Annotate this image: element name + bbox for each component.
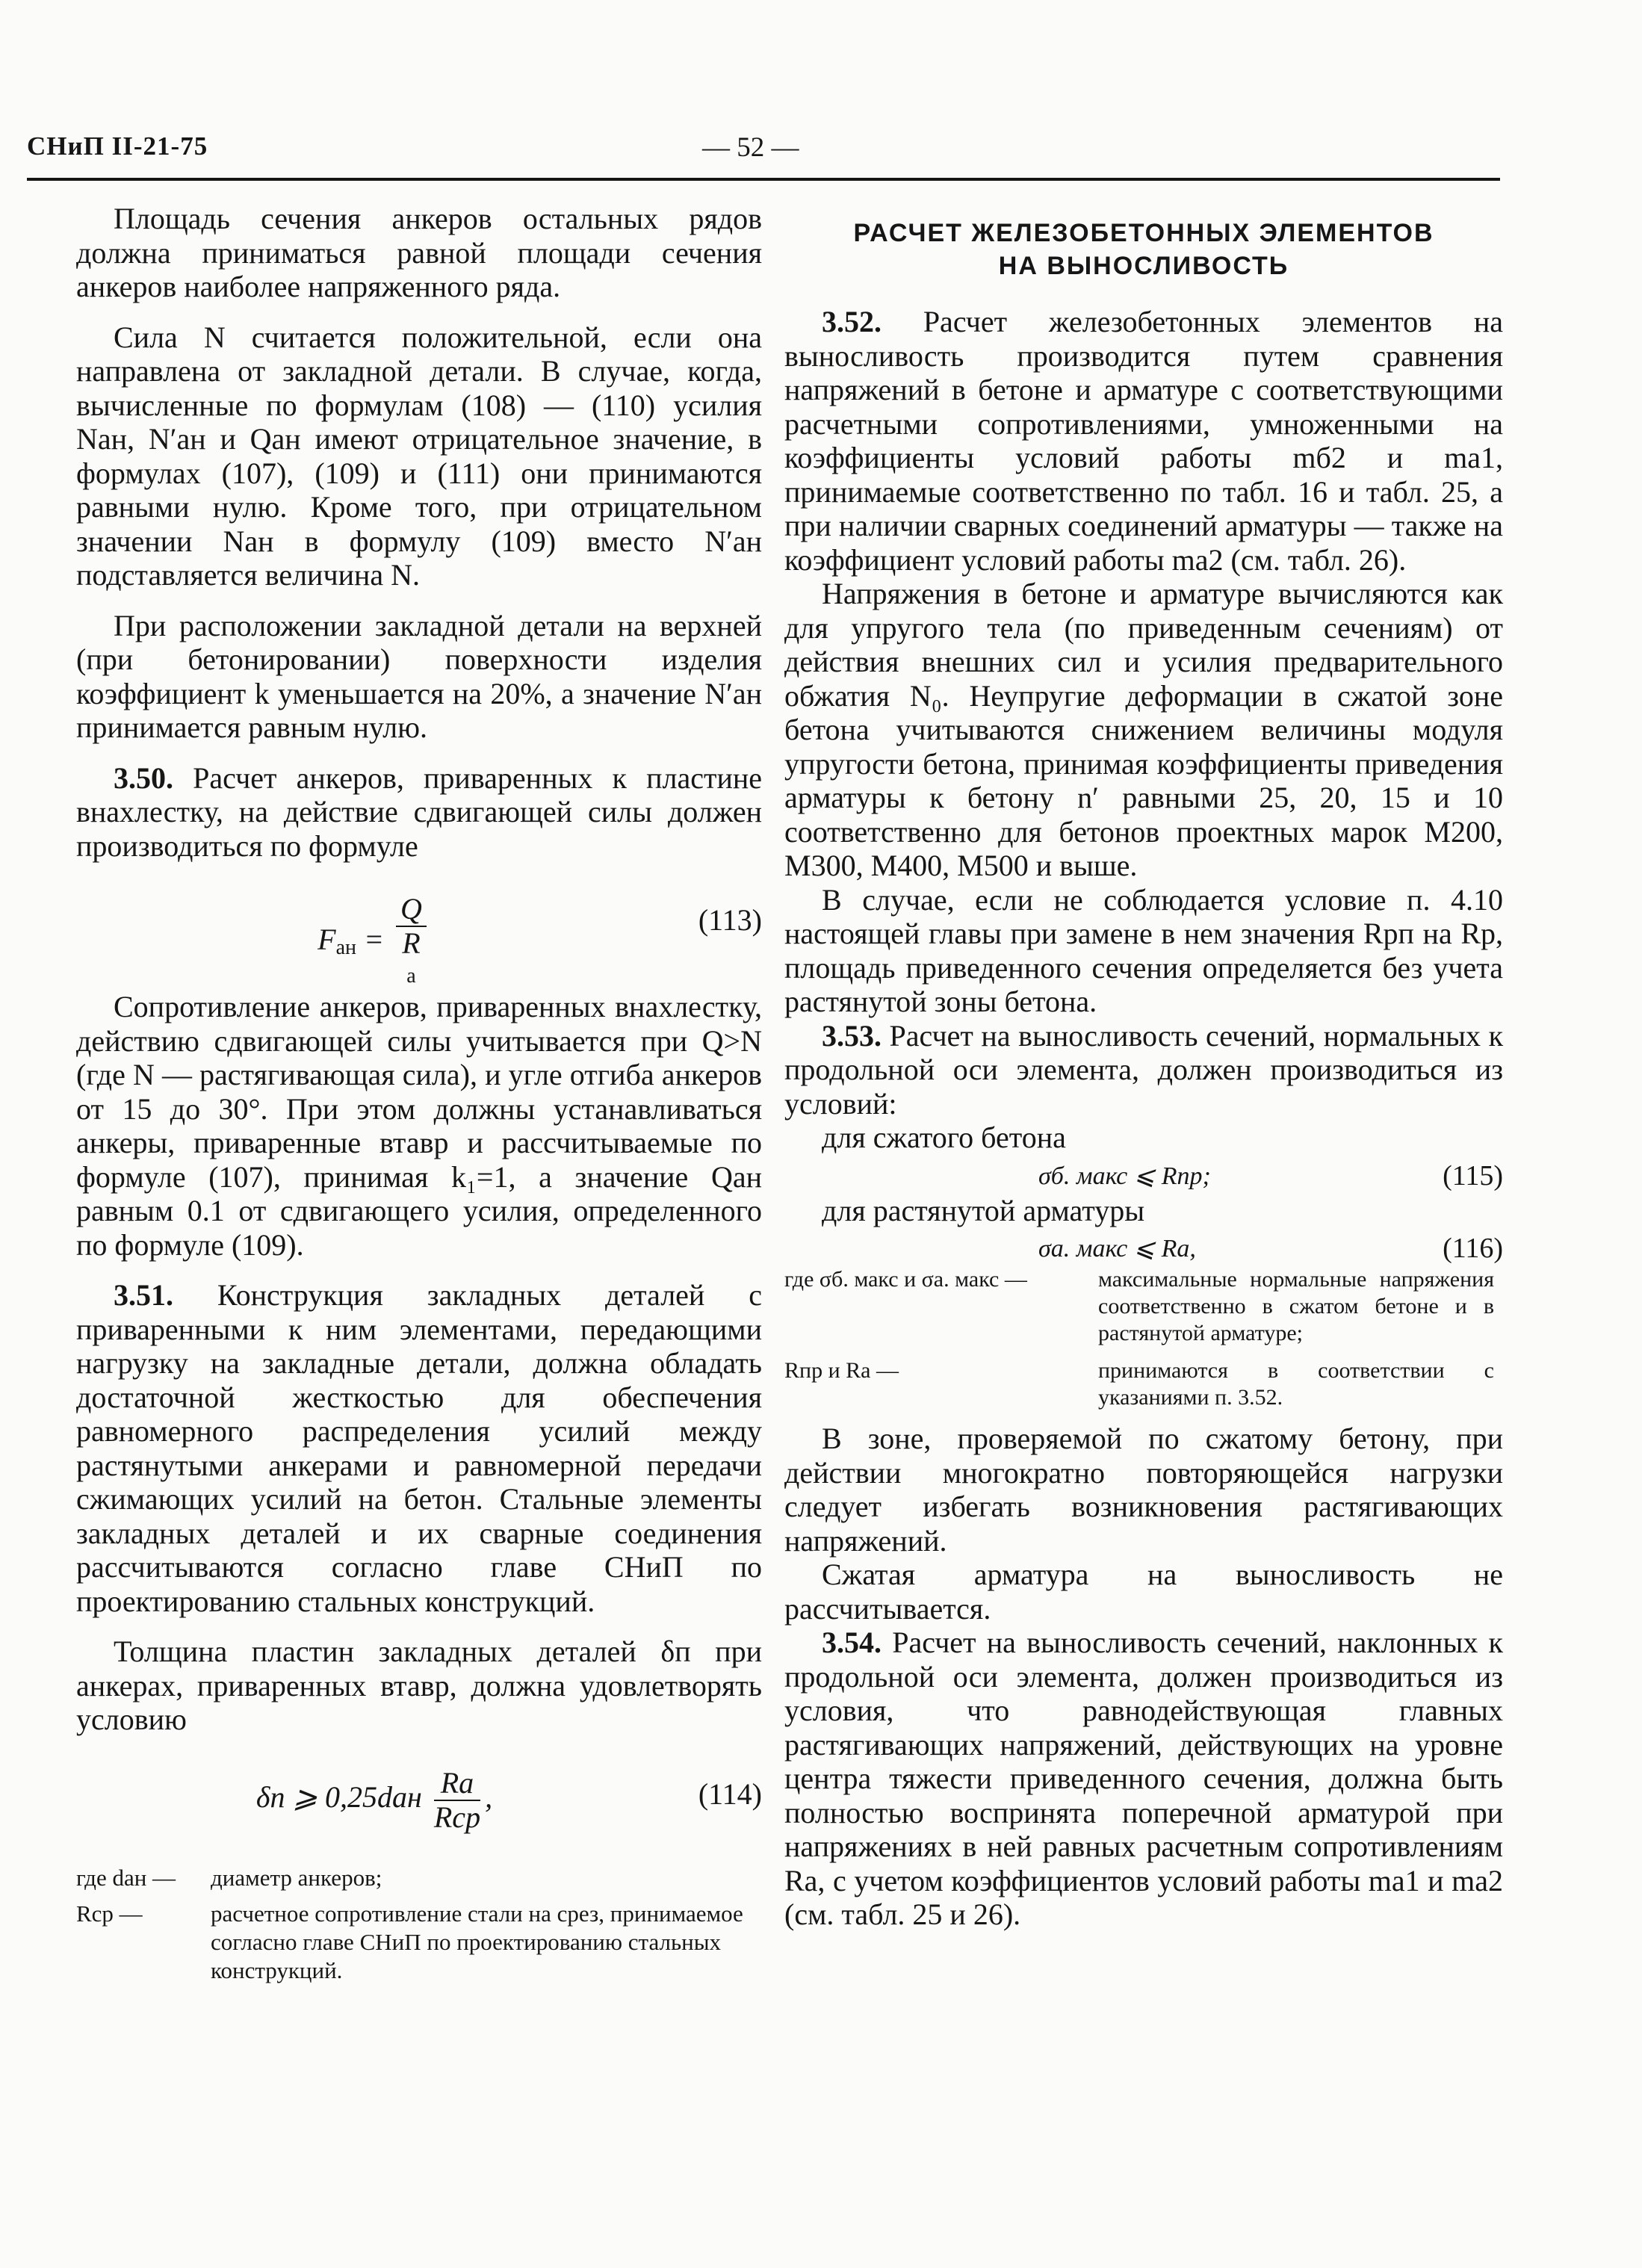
document-code: СНиП II-21-75 — [27, 131, 208, 161]
right-column — [784, 202, 1503, 1932]
where-definition — [76, 1900, 762, 1985]
formula-lhs: F — [317, 923, 336, 957]
formula-fraction — [396, 893, 427, 993]
clause-number: 3.52. — [822, 305, 882, 338]
header-rule — [27, 178, 1500, 181]
paragraph: Сопротивление анкеров, приваренных внахлестку, действию сдвигающей силы учитывается при Q>N (где N — растягивающая сила), и угле отгиба анкеров от 15 до 30°. При этом должны устанавливаться анкеры, приваренные втавр и рассчитываемые по формуле (107), принимая k₁=1, а значение Qан равным 0.1 от сдвигающего усилия, определенного по формуле (109). — [76, 990, 762, 1262]
section-title — [784, 217, 1503, 282]
paragraph: Сжатая арматура на выносливость не рассчитывается. — [784, 1558, 1503, 1626]
paragraph: При расположении закладной детали на верхней (при бетонировании) поверхности изделия коэффициент k уменьшается на 20%, а значение N′ан принимается равным нулю. — [76, 608, 762, 744]
clause-3-54 — [784, 1626, 1503, 1932]
clause-3-50 — [76, 761, 762, 864]
clause-text: Расчет железобетонных элементов на выносливость производится путем сравнения напряжений в бетоне и арматуре с соответствующими расчетными сопротивлениями, умноженными на коэффициенты условий работы mб2 и mа1, принимаемые соответственно по табл. 16 и табл. 25, а при наличии сварных соединений арматуры — также на коэффициент условий работы mа2 (см. табл. 26). — [784, 305, 1504, 577]
clause-text: Конструкция закладных деталей с приваренными к ним элементами, передающими нагрузку на закладные детали, должна обладать достаточной жесткостью для обеспечения равномерного распределения усилий между растянутыми анкерами и равномерной передачи сжимающих усилий на бетон. Стальные элементы закладных деталей и их сварные соединения рассчитываются согласно главе СНиП по проектированию стальных конструкций. — [76, 1278, 762, 1618]
fraction-denominator — [396, 927, 427, 993]
formula-115 — [784, 1155, 1503, 1194]
fraction-denominator-base: R — [402, 926, 421, 960]
condition-label: для растянутой арматуры — [822, 1193, 1145, 1227]
equation-number: (116) — [1443, 1233, 1503, 1264]
where-definition — [784, 1357, 1503, 1411]
where-definition — [76, 1864, 762, 1892]
left-column — [76, 202, 762, 1992]
page-number: — 52 — — [702, 132, 799, 163]
clause-number: 3.53. — [822, 1018, 882, 1053]
equation-number: (114) — [698, 1776, 762, 1811]
paragraph: В зоне, проверяемой по сжатому бетону, при действии многократно повторяющейся нагрузки следует избегать возникновения растягивающих напряжений. — [784, 1422, 1503, 1558]
where-term: где σб. макс и σа. макс — — [784, 1267, 1027, 1292]
equation-number: (115) — [1443, 1159, 1503, 1192]
where-term: Rср — — [76, 1900, 143, 1927]
equation-number: (113) — [698, 903, 762, 937]
clause-number: 3.54. — [822, 1626, 882, 1659]
clause-3-53 — [784, 1019, 1503, 1121]
where-term: Rпр и Rа — — [784, 1358, 899, 1383]
where-description: расчетное сопротивление стали на срез, принимаемое согласно главе СНиП по проектированию стальных конструкций. — [211, 1900, 743, 1983]
condition-label: для сжатого бетона — [822, 1121, 1066, 1154]
section-title-line: РАСЧЕТ ЖЕЛЕЗОБЕТОННЫХ ЭЛЕМЕНТОВ — [853, 219, 1434, 247]
formula-114 — [76, 1759, 762, 1834]
formula-expression: σа. макс ⩽ Rа, — [1038, 1235, 1196, 1262]
paragraph: В случае, если не соблюдается условие п. 4.10 настоящей главы при замене в нем значения Rрп на Rр, площадь приведенного сечения определяется без учета растянутой зоны бетона. — [784, 882, 1503, 1018]
formula-tail: , — [485, 1779, 493, 1814]
formula-fraction — [434, 1767, 480, 1834]
formula-114-expression — [76, 1767, 672, 1834]
where-description: диаметр анкеров; — [211, 1864, 382, 1891]
where-description: принимаются в соответствии с указаниями п. 3.52. — [1098, 1358, 1494, 1410]
where-definition — [784, 1266, 1503, 1347]
clause-number: 3.51. — [114, 1278, 173, 1312]
where-term: где dан — — [76, 1864, 176, 1891]
paragraph: Сила N считается положительной, если она направлена от закладной детали. В случае, когда, вычисленные по формулам (108) — (110) усилия Nан, N′ан и Qан имеют отрицательное значение, в формулах (107), (109) и (111) они принимаются равными нулю. Кроме того, при отрицательном значении Nан в формулу (109) вместо N′ан подставляется величина N. — [76, 320, 762, 592]
formula-lhs: δп ⩾ 0,25dан — [255, 1779, 422, 1814]
formula-lhs-sub: ан — [335, 936, 356, 960]
paragraph: Площадь сечения анкеров остальных рядов должна приниматься равной площади сечения анкеров наиболее напряженного ряда. — [76, 202, 762, 303]
fraction-numerator: Q — [396, 893, 427, 927]
formula-expression: σб. макс ⩽ Rпр; — [1038, 1162, 1211, 1190]
fraction-denominator-sub: а — [406, 964, 416, 988]
formula-116 — [784, 1227, 1503, 1266]
formula-113 — [76, 885, 762, 988]
clause-text: Расчет анкеров, приваренных к пластине внахлестку, на действие сдвигающей силы должен производиться по формуле — [76, 760, 763, 863]
paragraph: Толщина пластин закладных деталей δп при анкерах, приваренных втавр, должна удовлетворять условию — [76, 1635, 762, 1736]
formula-113-expression — [76, 893, 672, 993]
where-description: максимальные нормальные напряжения соответственно в сжатом бетоне и в растянутой арматуре; — [1098, 1267, 1494, 1345]
fraction-denominator: Rср — [433, 1800, 481, 1834]
formula-equals: = — [363, 923, 384, 957]
fraction-numerator: Rа — [434, 1767, 480, 1801]
paragraph: Напряжения в бетоне и арматуре вычисляются как для упругого тела (по приведенным сечениям) от действия внешних сил и усилия предварительного обжатия N₀. Неупругие деформации в сжатой зоне бетона учитываются снижением величины модуля упругости бетона, принимая коэффициенты приведения арматуры к бетону n′ равными 25, 20, 15 и 10 соответственно для бетонов проектных марок М200, М300, М400, М500 и выше. — [784, 577, 1503, 882]
clause-number: 3.50. — [114, 760, 173, 795]
clause-text: Расчет на выносливость сечений, наклонных к продольной оси элемента, должен производиться из условия, что равнодействующая главных растягивающих напряжений, действующих на уровне центра тяжести приведенного сечения, должна быть полностью воспринята поперечной арматурой при напряжениях в ней равных расчетным сопротивлениям Rа, с учетом коэффициентов условий работы mа1 и mа2 (см. табл. 25 и 26). — [784, 1626, 1503, 1931]
clause-3-51 — [76, 1278, 762, 1618]
clause-3-52 — [784, 305, 1503, 577]
section-title-line: НА ВЫНОСЛИВОСТЬ — [998, 252, 1289, 280]
clause-text: Расчет на выносливость сечений, нормальных к продольной оси элемента, должен производиться из условий: — [784, 1018, 1504, 1121]
